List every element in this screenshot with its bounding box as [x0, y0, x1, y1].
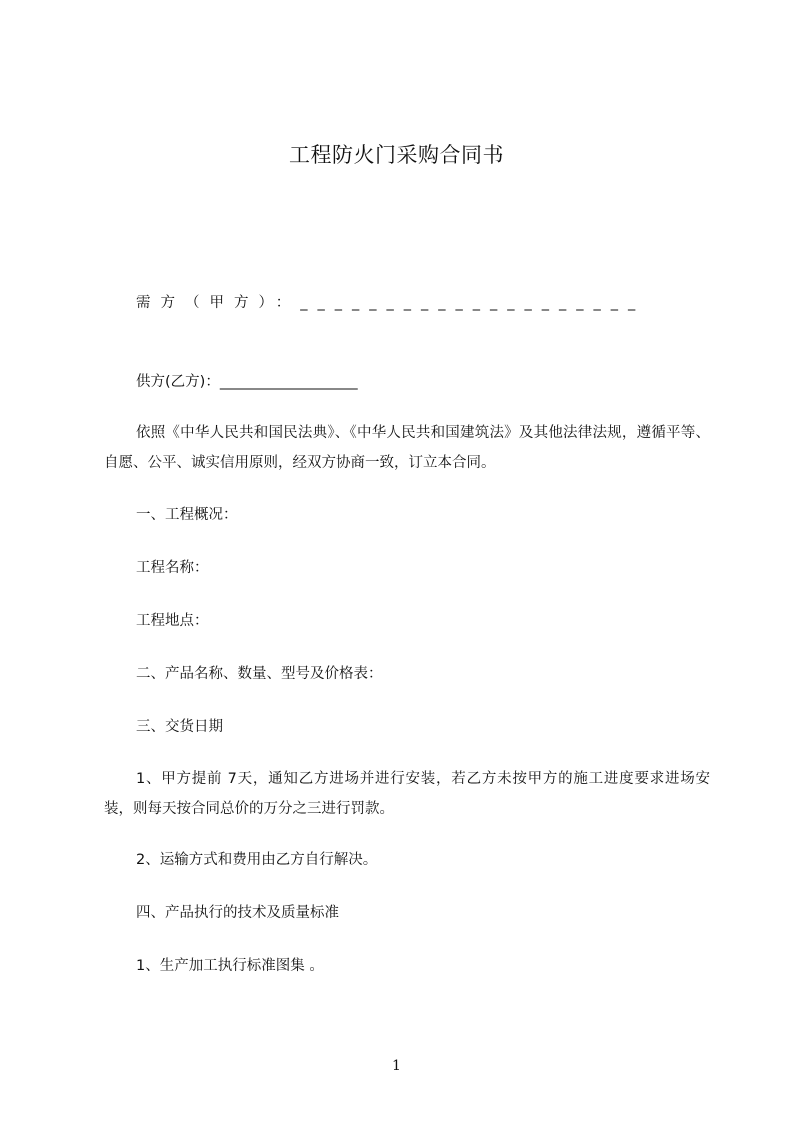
supplier-line: 供方(乙方)：___________________: [136, 374, 358, 390]
section-heading-1: 一、工程概况：: [136, 507, 238, 523]
delivery-item-2: 2、运输方式和费用由乙方自行解决。: [136, 852, 378, 868]
page-number: 1: [392, 1058, 401, 1074]
intro-paragraph: 依照《中华人民共和国民法典》、《中华人民共和国建筑法》及其他法律法规，遵循平等、自愿、公平、诚实信用原则，经双方协商一致，订立本合同。: [104, 425, 710, 471]
document-title: 工程防火门采购合同书: [289, 143, 504, 167]
section-heading-2: 二、产品名称、数量、型号及价格表：: [136, 666, 383, 682]
section-heading-3: 三、交货日期: [136, 719, 223, 735]
delivery-item-1: 1、甲方提前 7天，通知乙方进场并进行安装，若乙方未按甲方的施工进度要求进场安装，则每天按合同总价的万分之三进行罚款。: [104, 771, 710, 817]
buyer-line: 需方（甲方）：____________________: [136, 295, 646, 311]
standard-item-1: 1、生产加工执行标准图集 。: [136, 958, 324, 974]
section-heading-4: 四、产品执行的技术及质量标准: [136, 905, 339, 921]
project-location-label: 工程地点：: [136, 613, 209, 629]
project-name-label: 工程名称：: [136, 560, 209, 576]
